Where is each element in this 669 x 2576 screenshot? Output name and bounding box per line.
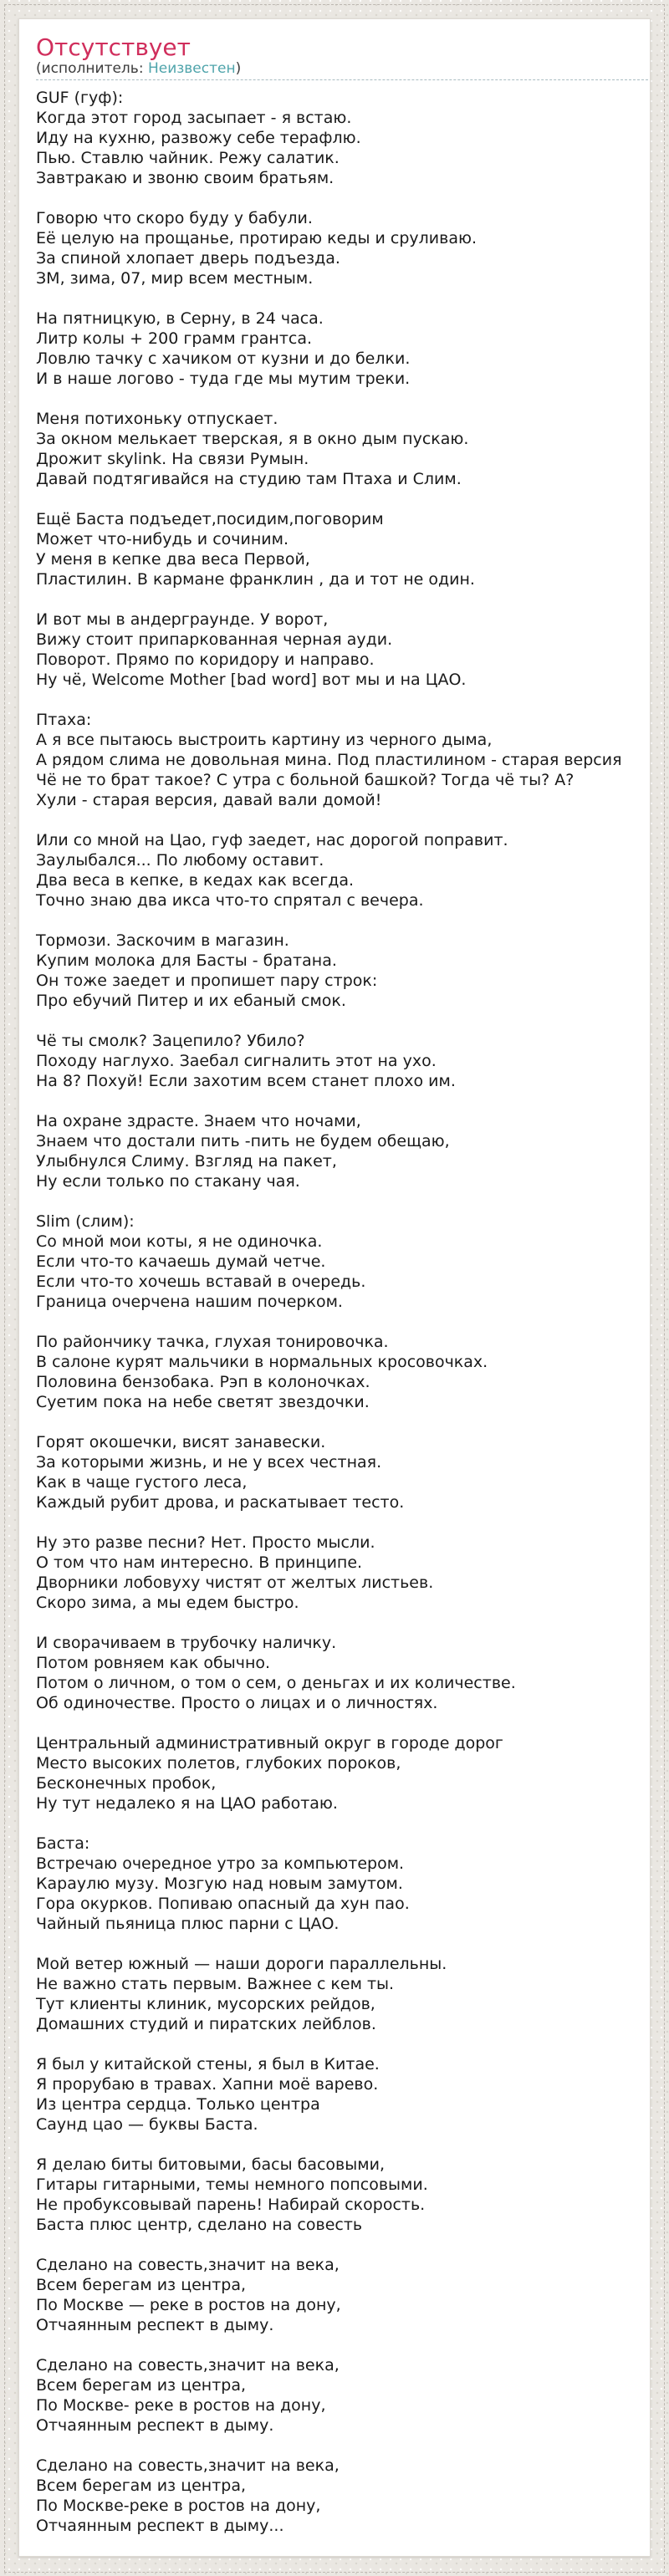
lyrics-line: Давай подтягивайся на студию там Птаха и Слим. (36, 470, 462, 488)
lyrics-line: Если что-то качаешь думай четче. (36, 1252, 326, 1271)
lyrics-line: Походу наглухо. Заебал сигналить этот на ухо. (36, 1052, 437, 1070)
lyrics-line: Завтракаю и звоню своим братьям. (36, 169, 334, 187)
lyrics-line: Гора окурков. Попиваю опасный да хун пао. (36, 1895, 410, 1913)
lyrics-stanza (36, 2255, 648, 2335)
lyrics-stanza (36, 309, 648, 389)
lyrics-line: Ещё Баста подъедет,посидим,поговорим (36, 510, 384, 528)
lyrics-line: Пью. Ставлю чайник. Режу салатик. (36, 149, 340, 167)
lyrics-line: В салоне курят мальчики в нормальных кросовочках. (36, 1353, 488, 1371)
lyrics-line: Баста плюс центр, сделано на совесть (36, 2216, 363, 2234)
lyrics-line: Ловлю тачку с хачиком от кузни и до белки. (36, 349, 411, 368)
lyrics-line: Дрожит skylink. На связи Румын. (36, 450, 309, 468)
lyrics-stanza (36, 610, 648, 690)
lyrics-line: По Москве — реке в ростов на дону, (36, 2296, 341, 2314)
lyrics-line: Литр колы + 200 грамм грантса. (36, 329, 313, 348)
lyrics-line: Баста: (36, 1834, 90, 1853)
lyrics-stanza (36, 931, 648, 1011)
lyrics-line: Точно знаю два икса что-то спрятал с вечера. (36, 891, 424, 910)
lyrics-line: Скоро зима, а мы едем быстро. (36, 1594, 299, 1612)
lyrics-stanza (36, 710, 648, 810)
lyrics-line: По Москве- реке в ростов на дону, (36, 2396, 326, 2415)
lyrics-line: ЗМ, зима, 07, мир всем местным. (36, 269, 314, 288)
lyrics-line: Граница очерчена нашим почерком. (36, 1293, 343, 1311)
lyrics-line: Об одиночестве. Просто о лицах и о личностях. (36, 1694, 438, 1712)
lyrics-stanza (36, 1332, 648, 1412)
lyrics-line: Может что-нибудь и сочиним. (36, 530, 289, 548)
lyrics-line: Если что-то хочешь вставай в очередь. (36, 1273, 366, 1291)
lyrics-card (18, 18, 651, 2557)
lyrics-line: Знаем что достали пить -пить не будем обещаю, (36, 1132, 450, 1150)
lyrics-line: А я все пытаюсь выстроить картину из черного дыма, (36, 731, 493, 749)
lyrics-line: Вижу стоит припаркованная черная ауди. (36, 630, 393, 649)
lyrics-line: Я был у китайской стены, я был в Китае. (36, 2055, 380, 2074)
lyrics-line: Сделано на совесть,значит на века, (36, 2256, 340, 2274)
lyrics-line: За окном мелькает тверская, я в окно дым пускаю. (36, 430, 469, 448)
lyrics-stanza (36, 2054, 648, 2135)
lyrics-line: Потом ровняем как обычно. (36, 1654, 271, 1672)
lyrics-line: У меня в кепке два веса Первой, (36, 550, 310, 569)
lyrics-line: Мой ветер южный — наши дороги параллельны. (36, 1955, 447, 1973)
lyrics-line: Про ебучий Питер и их ебаный смок. (36, 992, 346, 1010)
artist-label-prefix: (исполнитель: (36, 60, 148, 77)
lyrics-line: Половина бензобака. Рэп в колоночках. (36, 1373, 370, 1391)
lyrics-stanza (36, 208, 648, 288)
lyrics-line: По Москве-реке в ростов на дону, (36, 2497, 321, 2515)
lyrics-line: Чайный пьяница плюс парни с ЦАО. (36, 1915, 340, 1933)
lyrics-line: Центральный административный округ в городе дорог (36, 1734, 503, 1752)
lyrics-line: Не важно стать первым. Важнее с кем ты. (36, 1975, 395, 1993)
lyrics-line: Птаха: (36, 711, 92, 729)
lyrics-stanza (36, 2456, 648, 2536)
lyrics-line: Отчаянным респект в дыму. (36, 2316, 274, 2334)
lyrics-line: На охране здрасте. Знаем что ночами, (36, 1112, 361, 1130)
lyrics-stanza (36, 1733, 648, 1813)
lyrics-line: Улыбнулся Слиму. Взгляд на пакет, (36, 1152, 337, 1171)
lyrics-line: И сворачиваем в трубочку наличку. (36, 1634, 337, 1652)
lyrics-line: На пятницкую, в Серну, в 24 часа. (36, 309, 324, 328)
lyrics-line: Хули - старая версия, давай вали домой! (36, 791, 382, 809)
lyrics-line: Потом о личном, о том о сем, о деньгах и их количестве. (36, 1674, 516, 1692)
lyrics-line: Поворот. Прямо по коридору и направо. (36, 650, 375, 669)
lyrics-line: Чё не то брат такое? С утра с больной башкой? Тогда чё ты? А? (36, 771, 575, 789)
lyrics-line: Меня потихоньку отпускает. (36, 410, 278, 428)
lyrics-line: Или со мной на Цао, гуф заедет, нас дорогой поправит. (36, 831, 508, 849)
lyrics-line: Ну тут недалеко я на ЦАО работаю. (36, 1794, 338, 1813)
lyrics-line: Иду на кухню, развожу себе терафлю. (36, 129, 361, 147)
lyrics-line: Отчаянным респект в дыму... (36, 2517, 284, 2535)
lyrics-line: Тут клиенты клиник, мусорских рейдов, (36, 1995, 375, 2013)
lyrics-line: Slim (слим): (36, 1212, 135, 1231)
lyrics-stanza (36, 1111, 648, 1191)
lyrics-line: Не пробуксовывай парень! Набирай скорость. (36, 2196, 426, 2214)
artist-label-suffix: ) (235, 60, 242, 77)
lyrics-line: Два веса в кепке, в кедах как всегда. (36, 871, 355, 890)
lyrics-line: Горят окошечки, висят занавески. (36, 1433, 326, 1451)
lyrics-line: Ну это разве песни? Нет. Просто мысли. (36, 1533, 375, 1552)
lyrics-line: GUF (гуф): (36, 89, 124, 107)
page-title: Отсутствует (36, 33, 191, 61)
lyrics-stanza (36, 2155, 648, 2235)
lyrics-line: А рядом слима не довольная мина. Под пластилином - старая версия (36, 751, 622, 769)
lyrics-line: Говорю что скоро буду у бабули. (36, 209, 313, 227)
lyrics-line: Купим молока для Басты - братана. (36, 951, 337, 970)
lyrics-line: Саунд цао — буквы Баста. (36, 2115, 258, 2134)
lyrics-line: Всем берегам из центра, (36, 2477, 247, 2495)
lyrics-stanza (36, 1834, 648, 1934)
lyrics-line: О том что нам интересно. В принципе. (36, 1553, 363, 1572)
lyrics-stanza (36, 1432, 648, 1512)
lyrics-line: Встречаю очередное утро за компьютером. (36, 1854, 405, 1873)
lyrics-line: На 8? Похуй! Если захотим всем станет плохо им. (36, 1072, 456, 1090)
lyrics-line: И в наше логово - туда где мы мутим треки. (36, 370, 411, 388)
lyrics-line: По райончику тачка, глухая тонировочка. (36, 1333, 389, 1351)
lyrics-line: Он тоже заедет и пропишет пару строк: (36, 972, 378, 990)
lyrics-line: Отчаянным респект в дыму. (36, 2416, 274, 2435)
lyrics-stanza (36, 1533, 648, 1613)
lyrics-line: Её целую на прощанье, протираю кеды и сруливаю. (36, 229, 477, 247)
lyrics-line: Я прорубаю в травах. Хапни моё варево. (36, 2075, 379, 2094)
lyrics-line: Караулю музу. Мозгую над новым замутом. (36, 1875, 403, 1893)
lyrics-line: Когда этот город засыпает - я встаю. (36, 109, 352, 127)
lyrics-line: Со мной мои коты, я не одиночка. (36, 1232, 323, 1251)
lyrics-line: Я делаю биты битовыми, басы басовыми, (36, 2155, 385, 2174)
lyrics-stanza (36, 88, 648, 188)
lyrics-stanza (36, 1633, 648, 1713)
lyrics-line: Сделано на совесть,значит на века, (36, 2456, 340, 2475)
lyrics-line: За которыми жизнь, и не у всех честная. (36, 1453, 382, 1472)
lyrics-line: Каждый рубит дрова, и раскатывает тесто. (36, 1493, 405, 1512)
lyrics-line: Чё ты смолк? Зацепило? Убило? (36, 1032, 305, 1050)
lyrics-line: Место высоких полетов, глубоких пороков, (36, 1754, 401, 1773)
lyrics-line: Дворники лобовуху чистят от желтых листьев. (36, 1574, 434, 1592)
lyrics-stanza (36, 1211, 648, 1312)
lyrics-line: Домашних студий и пиратских лейблов. (36, 2015, 376, 2033)
lyrics-line: Сделано на совесть,значит на века, (36, 2356, 340, 2375)
lyrics-line: Ну если только по стакану чая. (36, 1172, 300, 1191)
lyrics-stanza (36, 409, 648, 489)
lyrics-line: Ну чё, Welcome Mother [bad word] вот мы и на ЦАО. (36, 671, 467, 689)
lyrics-line: Как в чаще густого леса, (36, 1473, 248, 1492)
lyrics-line: Всем берегам из центра, (36, 2276, 247, 2294)
lyrics-stanza (36, 830, 648, 911)
lyrics-line: Пластилин. В кармане франклин , да и тот не один. (36, 570, 475, 589)
lyrics-stanza (36, 509, 648, 589)
lyrics-line: Заулыбался... По любому оставит. (36, 851, 324, 870)
lyrics-line: И вот мы в андерграунде. У ворот, (36, 610, 329, 629)
artist-link[interactable]: Неизвестен (147, 60, 236, 77)
lyrics-line: Гитары гитарными, темы немного попсовыми. (36, 2176, 428, 2194)
lyrics-stanza (36, 1954, 648, 2034)
lyrics-stanza (36, 2355, 648, 2436)
lyrics-text (36, 88, 648, 2536)
artist-line (36, 60, 648, 80)
lyrics-line: Суетим пока на небе светят звездочки. (36, 1393, 370, 1411)
lyrics-line: Тормози. Заскочим в магазин. (36, 931, 289, 950)
lyrics-line: Всем берегам из центра, (36, 2376, 247, 2395)
lyrics-stanza (36, 1031, 648, 1091)
lyrics-line: Бесконечных пробок, (36, 1774, 217, 1793)
lyrics-line: За спиной хлопает дверь подъезда. (36, 249, 340, 268)
lyrics-line: Из центра сердца. Только центра (36, 2095, 320, 2114)
